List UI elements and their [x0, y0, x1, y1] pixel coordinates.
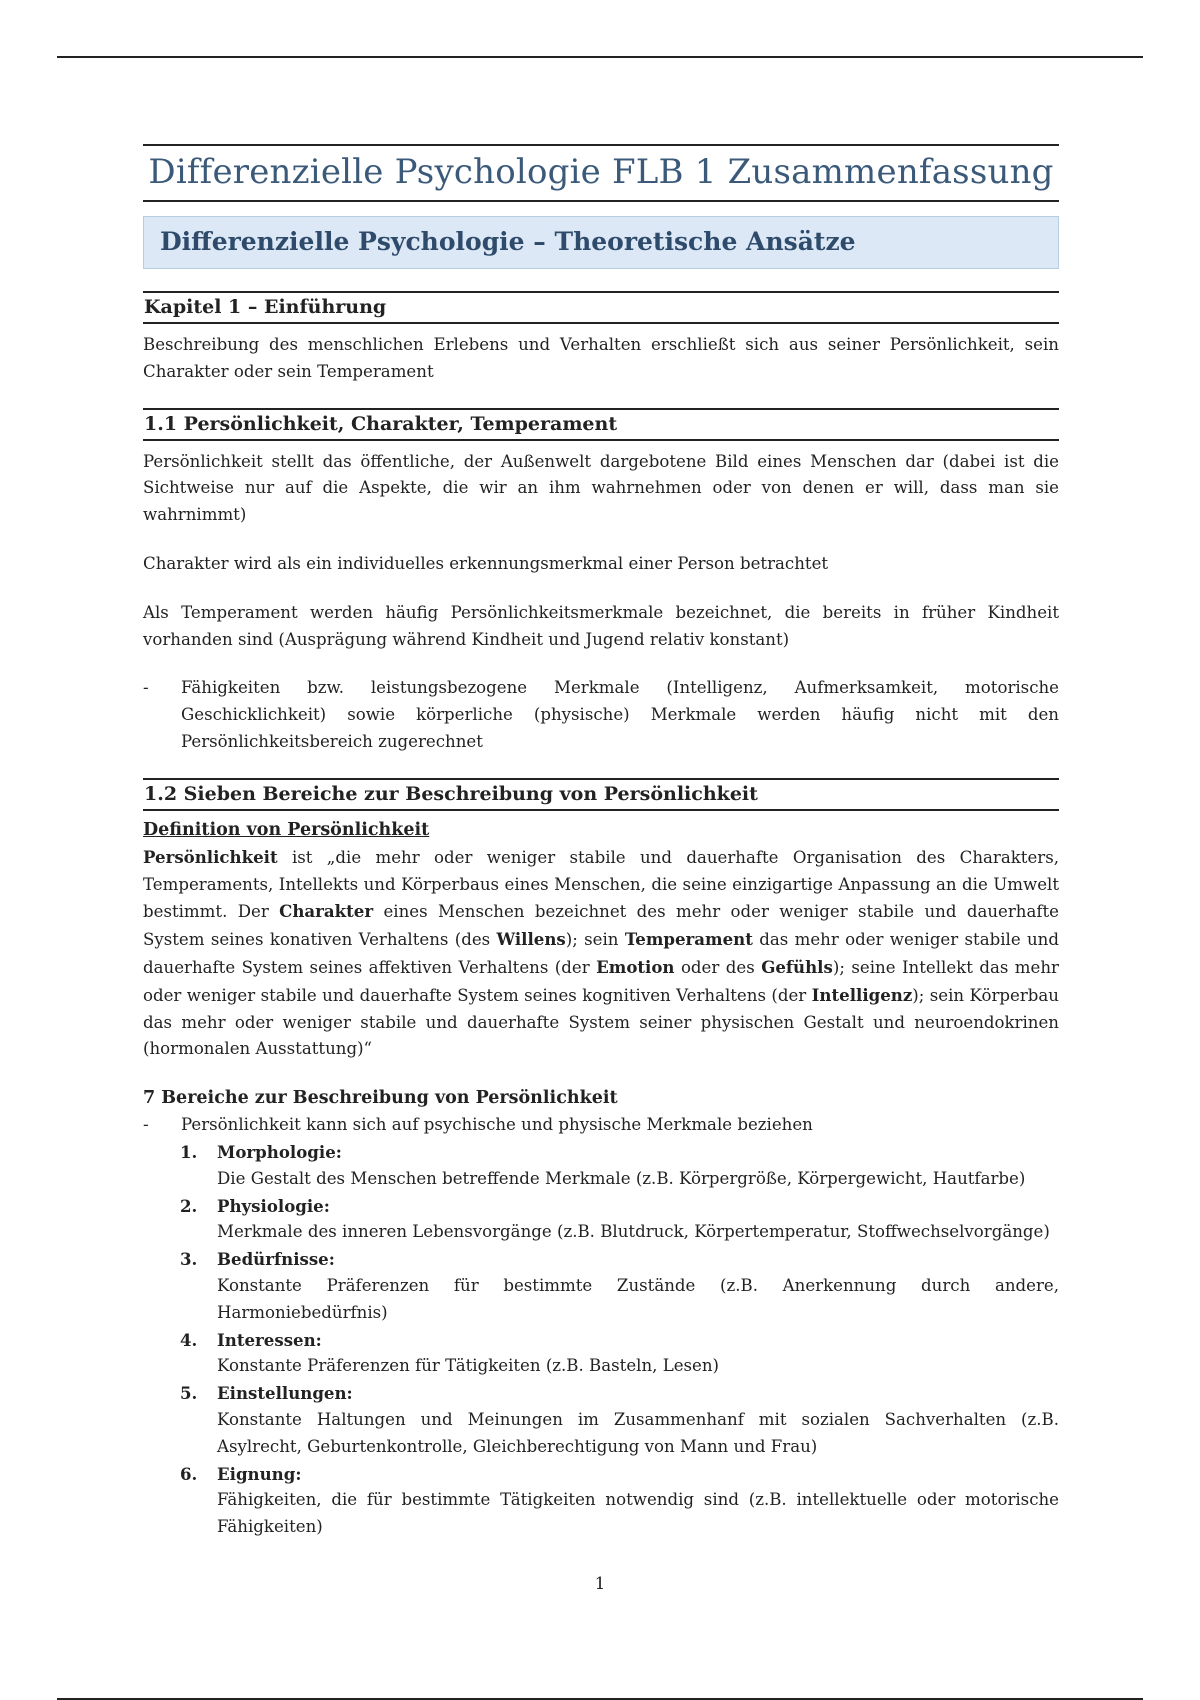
document-body	[143, 144, 1059, 1541]
list-item: 2. Physiologie: Merkmale des inneren Lebensvorgänge (z.B. Blutdruck, Körpertemperatur, Stoffwechselvorgänge)	[180, 1195, 1050, 1242]
dash-marker: -	[143, 678, 149, 698]
page-top-rule	[57, 56, 1143, 58]
list-item: 4. Interessen: Konstante Präferenzen für Tätigkeiten (z.B. Basteln, Lesen)	[180, 1329, 720, 1376]
seven-areas-list	[143, 1139, 1059, 1541]
heading-1-1: 1.1 Persönlichkeit, Charakter, Temperament	[143, 408, 1059, 441]
paragraph-persoenlichkeit: Persönlichkeit stellt das öffentliche, der Außenwelt dargebotene Bild eines Menschen dar (dabei ist die Sichtweise nur auf die Aspekte, die wir an ihm wahrnehmen oder von denen er will, dass man sie wahrnimmt)	[143, 451, 1059, 525]
dash-marker: -	[143, 1115, 149, 1135]
heading-kapitel-1: Kapitel 1 – Einführung	[143, 291, 1059, 324]
seven-areas-heading: 7 Bereiche zur Beschreibung von Persönlichkeit	[143, 1088, 618, 1109]
definition-paragraph: Persönlichkeit ist „die mehr oder weniger stabile und dauerhafte Organisation des Charakters, Temperaments, Intellekts und Körperbaus eines Menschen, die seine einzigartige Anpassung an die Umwelt bestimmt. Der Charakter eines Menschen bezeichnet des mehr oder weniger stabile und dauerhafte System seines konativen Verhaltens (des Willens); sein Temperament das mehr oder weniger stabile und dauerhafte System seines affektiven Verhaltens (der Emotion oder des Gefühls); seine Intellekt das mehr oder weniger stabile und dauerhafte System seines kognitiven Verhaltens (der Intelligenz); sein Körperbau das mehr oder weniger stabile und dauerhafte System seiner physischen Gestalt und neuroendokrinen (hormonalen Ausstattung)“	[143, 846, 1059, 1059]
list-item-text: Fähigkeiten bzw. leistungsbezogene Merkmale (Intelligenz, Aufmerksamkeit, motorische Geschicklichkeit) sowie körperliche (physische) Merkmale werden häufig nicht mit den Persönlichkeitsbereich zugerechnet	[181, 678, 1059, 751]
list-item: 1. Morphologie: Die Gestalt des Menschen betreffende Merkmale (z.B. Körpergröße, Körpergewicht, Hautfarbe)	[180, 1141, 1026, 1188]
list-item-text: Persönlichkeit kann sich auf psychische und physische Merkmale beziehen	[181, 1115, 813, 1135]
paragraph-charakter: Charakter wird als ein individuelles erkennungsmerkmal einer Person betrachtet	[143, 553, 829, 573]
list-item: 5. Einstellungen: Konstante Haltungen und Meinungen im Zusammenhanf mit sozialen Sachverhalten (z.B. Asylrecht, Geburtenkontrolle, Gleichberechtigung von Mann und Frau)	[180, 1383, 1059, 1456]
definition-heading: Definition von Persönlichkeit	[143, 819, 430, 840]
document-title: Differenzielle Psychologie FLB 1 Zusammenfassung	[143, 144, 1059, 202]
list-item	[143, 1112, 1059, 1139]
section-banner: Differenzielle Psychologie – Theoretische Ansätze	[143, 216, 1059, 269]
page-number: 1	[594, 1574, 606, 1594]
list-item	[143, 675, 1059, 755]
list-item: 3. Bedürfnisse: Konstante Präferenzen für bestimmte Zustände (z.B. Anerkennung durch andere, Harmoniebedürfnis)	[180, 1249, 1059, 1322]
heading-1-2: 1.2 Sieben Bereiche zur Beschreibung von Persönlichkeit	[143, 778, 1059, 811]
paragraph-kapitel-1: Beschreibung des menschlichen Erlebens und Verhalten erschließt sich aus seiner Persönlichkeit, sein Charakter oder sein Temperament	[143, 335, 1059, 381]
paragraph-temperament: Als Temperament werden häufig Persönlichkeitsmerkmale bezeichnet, die bereits in früher Kindheit vorhanden sind (Ausprägung während Kindheit und Jugend relativ konstant)	[143, 602, 1059, 649]
list-item: 6. Eignung: Fähigkeiten, die für bestimmte Tätigkeiten notwendig sind (z.B. intellektuelle oder motorische Fähigkeiten)	[180, 1463, 1059, 1537]
